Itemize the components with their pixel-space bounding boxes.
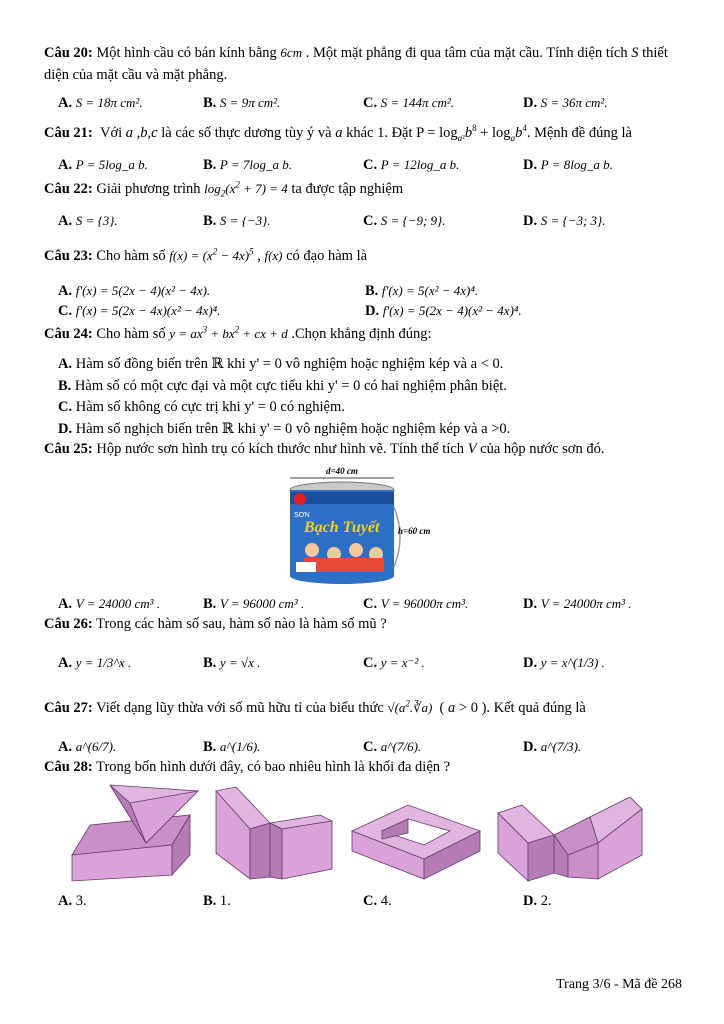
option-c[interactable]: C. V = 96000π cm³. bbox=[363, 596, 469, 612]
option-c[interactable]: C. Hàm số không có cực trị khi y' = 0 có nghiệm. bbox=[58, 399, 345, 415]
figure-3-frame bbox=[352, 805, 480, 879]
option-b[interactable]: B. P = 7log_a b. bbox=[203, 157, 293, 173]
option-c[interactable]: C. S = {−9; 9}. bbox=[363, 213, 446, 229]
options-23-row1 bbox=[58, 280, 698, 302]
question-text: Viết dạng lũy thừa với số mũ hữu tỉ của biểu thức $√(a^2.∛a)$ ( a > 0 ). Kết quả đúng là bbox=[96, 698, 586, 716]
option-a[interactable]: A. y = 1/3^x . bbox=[58, 655, 132, 671]
option-d[interactable]: D. f'(x) = 5(2x − 4)(x² − 4x)⁴. bbox=[365, 303, 522, 319]
options-26 bbox=[58, 652, 698, 680]
option-d[interactable]: D. y = x^(1/3) . bbox=[523, 655, 605, 671]
question-text: Giải phương trình $\log_2(x^2 + 7) = 4$ ta được tập nghiệm bbox=[96, 179, 404, 199]
option-a[interactable]: A. V = 24000 cm³ . bbox=[58, 596, 161, 612]
page-footer: Trang 3/6 - Mã đề 268 bbox=[556, 977, 682, 992]
options-22 bbox=[58, 210, 698, 232]
question-21 bbox=[44, 122, 684, 144]
option-d[interactable]: D. V = 24000π cm³ . bbox=[523, 596, 632, 612]
option-a[interactable]: A. S = {3}. bbox=[58, 213, 118, 229]
question-24 bbox=[44, 323, 684, 345]
options-27 bbox=[58, 736, 698, 758]
option-a[interactable]: A. a^(6/7). bbox=[58, 739, 117, 755]
can-tag: SƠN bbox=[294, 512, 310, 519]
question-label: Câu 28: bbox=[44, 759, 93, 775]
option-d[interactable]: D. P = 8log_a b. bbox=[523, 157, 613, 173]
question-label: Câu 25: bbox=[44, 441, 93, 457]
option-c[interactable]: C. y = x⁻² . bbox=[363, 655, 425, 671]
option-c[interactable]: C. a^(7/6). bbox=[363, 739, 422, 755]
figure-2-two-boxes bbox=[216, 787, 332, 879]
question-28 bbox=[44, 756, 684, 778]
question-text: Một hình cầu có bán kính bằng 6cm . Một mặt phẳng đi qua tâm của mặt cầu. Tính diện tích S thiết diện của mặt cầu và mặt phẳng. bbox=[44, 45, 668, 83]
option-c[interactable]: C. P = 12log_a b. bbox=[363, 157, 460, 173]
option-d[interactable]: D. 2. bbox=[523, 893, 552, 909]
question-26 bbox=[44, 613, 684, 635]
option-d[interactable]: D. S = {−3; 3}. bbox=[523, 213, 606, 229]
options-20 bbox=[58, 92, 698, 114]
option-b[interactable]: B. y = √x . bbox=[203, 655, 261, 671]
options-23-row2 bbox=[58, 300, 698, 322]
question-20 bbox=[44, 42, 684, 86]
option-a[interactable]: A. S = 18π cm². bbox=[58, 95, 143, 111]
question-text: Cho hàm số $y = ax^3 + bx^2$ + cx + d .Chọn khẳng định đúng: bbox=[96, 324, 432, 342]
question-27 bbox=[44, 697, 684, 719]
option-c[interactable]: C. f'(x) = 5(2x − 4x)(x² − 4x)⁴. bbox=[58, 303, 221, 319]
question-label: Câu 20: bbox=[44, 45, 93, 61]
option-a[interactable]: A. P = 5log_a b. bbox=[58, 157, 148, 173]
option-d[interactable]: D. a^(7/3). bbox=[523, 739, 582, 755]
option-a[interactable]: A. Hàm số đồng biến trên ℝ khi y' = 0 vô nghiệm hoặc nghiệm kép và a < 0. bbox=[58, 356, 504, 372]
options-25 bbox=[58, 593, 698, 615]
question-label: Câu 26: bbox=[44, 616, 93, 632]
option-d[interactable]: D. S = 36π cm². bbox=[523, 95, 608, 111]
question-text: Trong bốn hình dưới đây, có bao nhiêu hình là khối đa diện ? bbox=[96, 759, 451, 775]
question-22 bbox=[44, 178, 684, 200]
options-28 bbox=[58, 890, 698, 912]
option-b[interactable]: B. S = {−3}. bbox=[203, 213, 271, 229]
figure-4-joined-prisms bbox=[498, 797, 642, 881]
brand-name: Bạch Tuyết bbox=[304, 519, 380, 536]
options-21 bbox=[58, 154, 698, 176]
question-text: Trong các hàm số sau, hàm số nào là hàm số mũ ? bbox=[96, 616, 387, 632]
option-b[interactable]: B. V = 96000 cm³ . bbox=[203, 596, 305, 612]
option-b[interactable]: B. 1. bbox=[203, 893, 231, 909]
question-label: Câu 24: bbox=[44, 326, 93, 342]
option-a[interactable]: A. f'(x) = 5(2x − 4)(x² − 4x). bbox=[58, 283, 211, 299]
question-label: Câu 21: bbox=[44, 125, 93, 141]
question-label: Câu 27: bbox=[44, 700, 93, 716]
can-handle bbox=[394, 507, 400, 567]
option-d[interactable]: D. Hàm số nghịch biến trên ℝ khi y' = 0 vô nghiệm hoặc nghiệm kép và a >0. bbox=[58, 421, 511, 437]
paint-can-figure bbox=[276, 462, 446, 587]
diameter-label: d=40 cm bbox=[326, 466, 358, 476]
question-text: Cho hàm số $f(x) = (x^2 - 4x)^5$ , f(x) có đạo hàm là bbox=[96, 246, 368, 264]
question-23 bbox=[44, 245, 684, 267]
polyhedra-figures bbox=[70, 783, 670, 883]
question-text: Với a ,b,c là các số thực dương tùy ý và a khác 1. Đặt $P = \log_{a^2}b^8 + \log_ab^4$. Mệnh đề đúng là bbox=[96, 123, 632, 143]
question-label: Câu 22: bbox=[44, 181, 93, 197]
option-a[interactable]: A. 3. bbox=[58, 893, 87, 909]
option-b[interactable]: B. S = 9π cm². bbox=[203, 95, 281, 111]
option-c[interactable]: C. 4. bbox=[363, 893, 392, 909]
brand-logo bbox=[294, 493, 306, 505]
option-b[interactable]: B. f'(x) = 5(x² − 4x)⁴. bbox=[365, 283, 479, 299]
question-label: Câu 23: bbox=[44, 248, 93, 264]
question-25 bbox=[44, 438, 684, 460]
option-b[interactable]: B. a^(1/6). bbox=[203, 739, 261, 755]
option-c[interactable]: C. S = 144π cm². bbox=[363, 95, 455, 111]
option-b[interactable]: B. Hàm số có một cực đại và một cực tiểu khi y' = 0 có hai nghiệm phân biệt. bbox=[58, 378, 507, 394]
figure-1-pyramid-on-box bbox=[72, 785, 198, 881]
question-text: Hộp nước sơn hình trụ có kích thước như hình vẽ. Tính thể tích V của hộp nước sơn đó. bbox=[96, 441, 605, 457]
height-label: h=60 cm bbox=[398, 526, 431, 536]
